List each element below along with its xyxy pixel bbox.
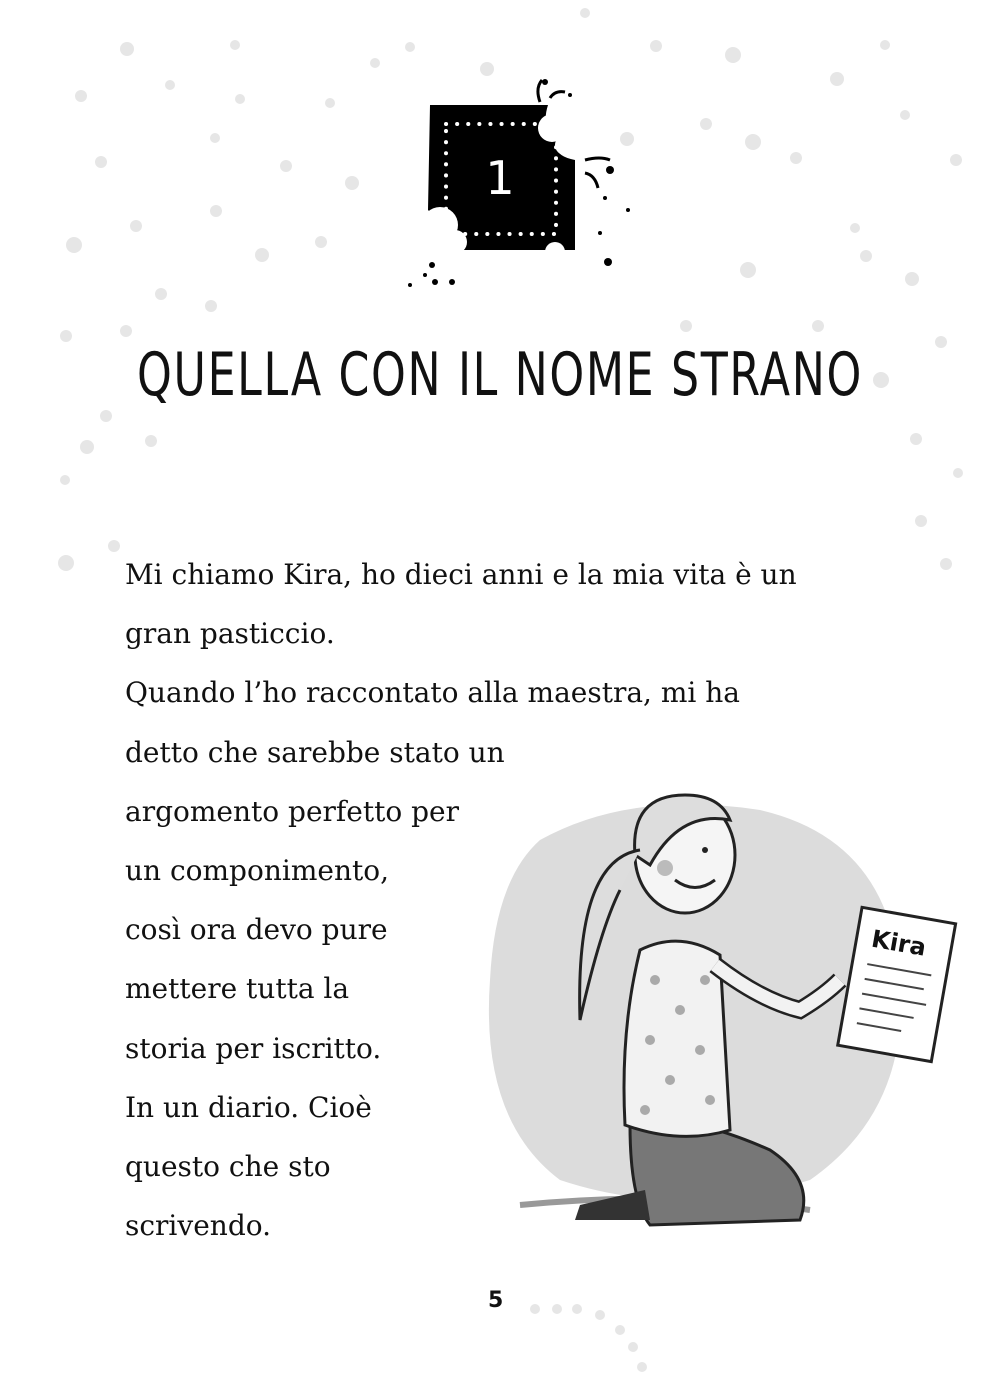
background-dot <box>637 1362 647 1372</box>
background-dot <box>130 220 142 232</box>
chapter-number: 1 <box>485 151 515 205</box>
text-line: storia per iscritto. <box>125 1031 382 1065</box>
background-dot <box>615 1325 625 1335</box>
background-dot <box>745 134 761 150</box>
background-dot <box>860 250 872 262</box>
background-dot <box>235 94 245 104</box>
background-dot <box>80 440 94 454</box>
background-dot <box>910 433 922 445</box>
background-dot <box>572 1304 582 1314</box>
background-dot <box>75 90 87 102</box>
text-line: argomento perfetto per <box>125 794 459 828</box>
background-dot <box>940 558 952 570</box>
background-dot <box>325 98 335 108</box>
background-dot <box>165 80 175 90</box>
text-line: un componimento, <box>125 854 389 888</box>
girl-illustration <box>480 780 970 1250</box>
text-line: scrivendo. <box>125 1209 272 1243</box>
text-line: mettere tutta la <box>125 972 350 1006</box>
background-dot <box>905 272 919 286</box>
background-dot <box>108 540 120 552</box>
background-dot <box>255 248 269 262</box>
background-dot <box>650 40 662 52</box>
background-dot <box>880 40 890 50</box>
background-dot <box>95 156 107 168</box>
background-dot <box>628 1342 638 1352</box>
background-dot <box>155 288 167 300</box>
background-dot <box>145 435 157 447</box>
background-dot <box>850 223 860 233</box>
paper-label: Kira <box>869 924 929 962</box>
background-dot <box>812 320 824 332</box>
text-line: Mi chiamo Kira, ho dieci anni e la mia vita è un <box>125 558 797 591</box>
background-dot <box>530 1304 540 1314</box>
background-dot <box>280 160 292 172</box>
background-dot <box>205 300 217 312</box>
background-dot <box>595 1310 605 1320</box>
background-dot <box>680 320 692 332</box>
background-dot <box>120 42 134 56</box>
text-line: così ora devo pure <box>125 913 388 947</box>
page-number: 5 <box>488 1288 504 1313</box>
background-dot <box>58 555 74 571</box>
background-dot <box>120 325 132 337</box>
background-dot <box>370 58 380 68</box>
background-dot <box>700 118 712 130</box>
background-dot <box>740 262 756 278</box>
text-line: In un diario. Cioè <box>125 1090 372 1124</box>
background-dot <box>915 515 927 527</box>
text-line: detto che sarebbe stato un <box>125 735 505 769</box>
text-line: Quando l’ho raccontato alla maestra, mi ha <box>125 676 740 710</box>
chapter-title: QUELLA CON IL NOME STRANO <box>137 340 863 410</box>
background-dot <box>953 468 963 478</box>
background-dot <box>100 410 112 422</box>
background-dot <box>935 336 947 348</box>
text-line: questo che sto <box>125 1150 331 1184</box>
background-dot <box>552 1304 562 1314</box>
background-dot <box>790 152 802 164</box>
background-dot <box>230 40 240 50</box>
background-dot <box>60 475 70 485</box>
background-dot <box>210 133 220 143</box>
background-dot <box>315 236 327 248</box>
background-dot <box>950 154 962 166</box>
background-dot <box>580 8 590 18</box>
background-dot <box>210 205 222 217</box>
text-line: gran pasticcio. <box>125 617 335 651</box>
background-dot <box>60 330 72 342</box>
background-dot <box>405 42 415 52</box>
background-dot <box>345 176 359 190</box>
background-dot <box>66 237 82 253</box>
background-dot <box>900 110 910 120</box>
background-dot <box>725 47 741 63</box>
background-dot <box>830 72 844 86</box>
